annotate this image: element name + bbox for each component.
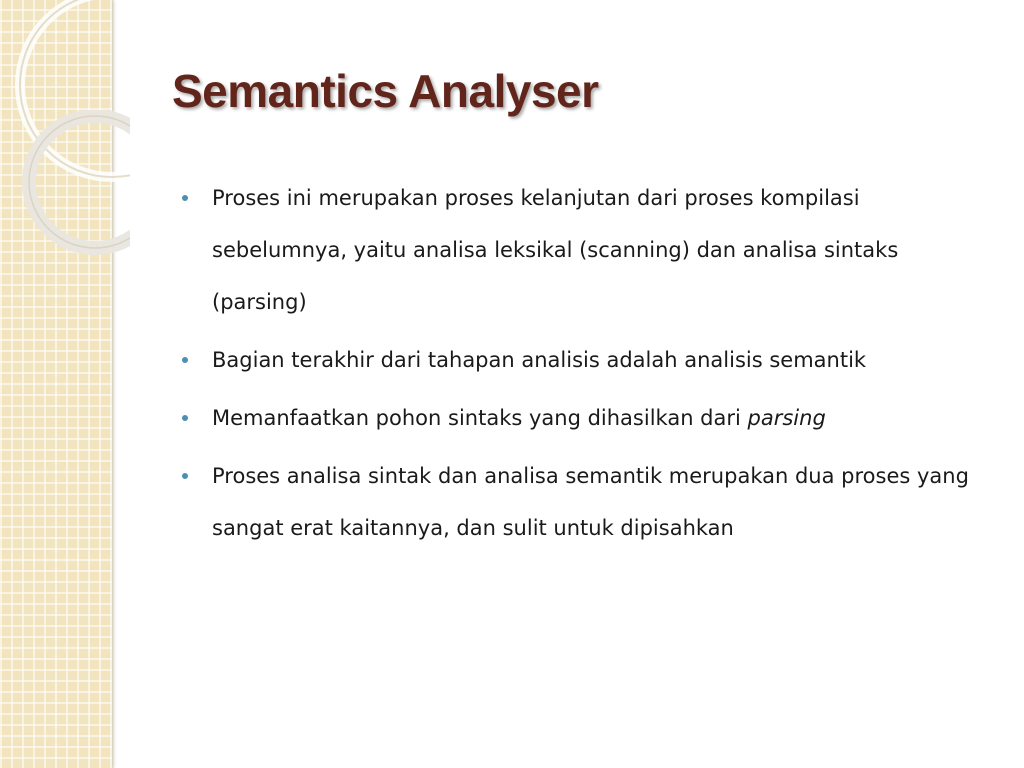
bullet-dot-icon: [182, 473, 188, 479]
bullet-item: [180, 172, 980, 328]
bullet-dot-icon: [182, 357, 188, 363]
bullet-dot-icon: [182, 195, 188, 201]
bullet-emphasis: parsing: [747, 406, 826, 430]
slide-title: Semantics Analyser: [172, 65, 599, 117]
bullet-item: [180, 334, 980, 386]
bullet-text: Memanfaatkan pohon sintaks yang dihasilkan dari: [212, 406, 748, 430]
bullet-text: Proses analisa sintak dan analisa semantik merupakan dua proses yang sangat erat kaitannya, dan sulit untuk dipisahkan: [212, 464, 969, 540]
decorative-ring-middle: [0, 110, 130, 260]
bullet-text: Bagian terakhir dari tahapan analisis adalah analisis semantik: [212, 348, 867, 372]
bullet-dot-icon: [182, 415, 188, 421]
bullet-list: [180, 172, 980, 560]
bullet-item: [180, 450, 980, 554]
bullet-text: Proses ini merupakan proses kelanjutan dari proses kompilasi sebelumnya, yaitu analisa leksikal (scanning) dan analisa sintaks (parsing): [212, 186, 899, 314]
bullet-item: [180, 392, 980, 444]
